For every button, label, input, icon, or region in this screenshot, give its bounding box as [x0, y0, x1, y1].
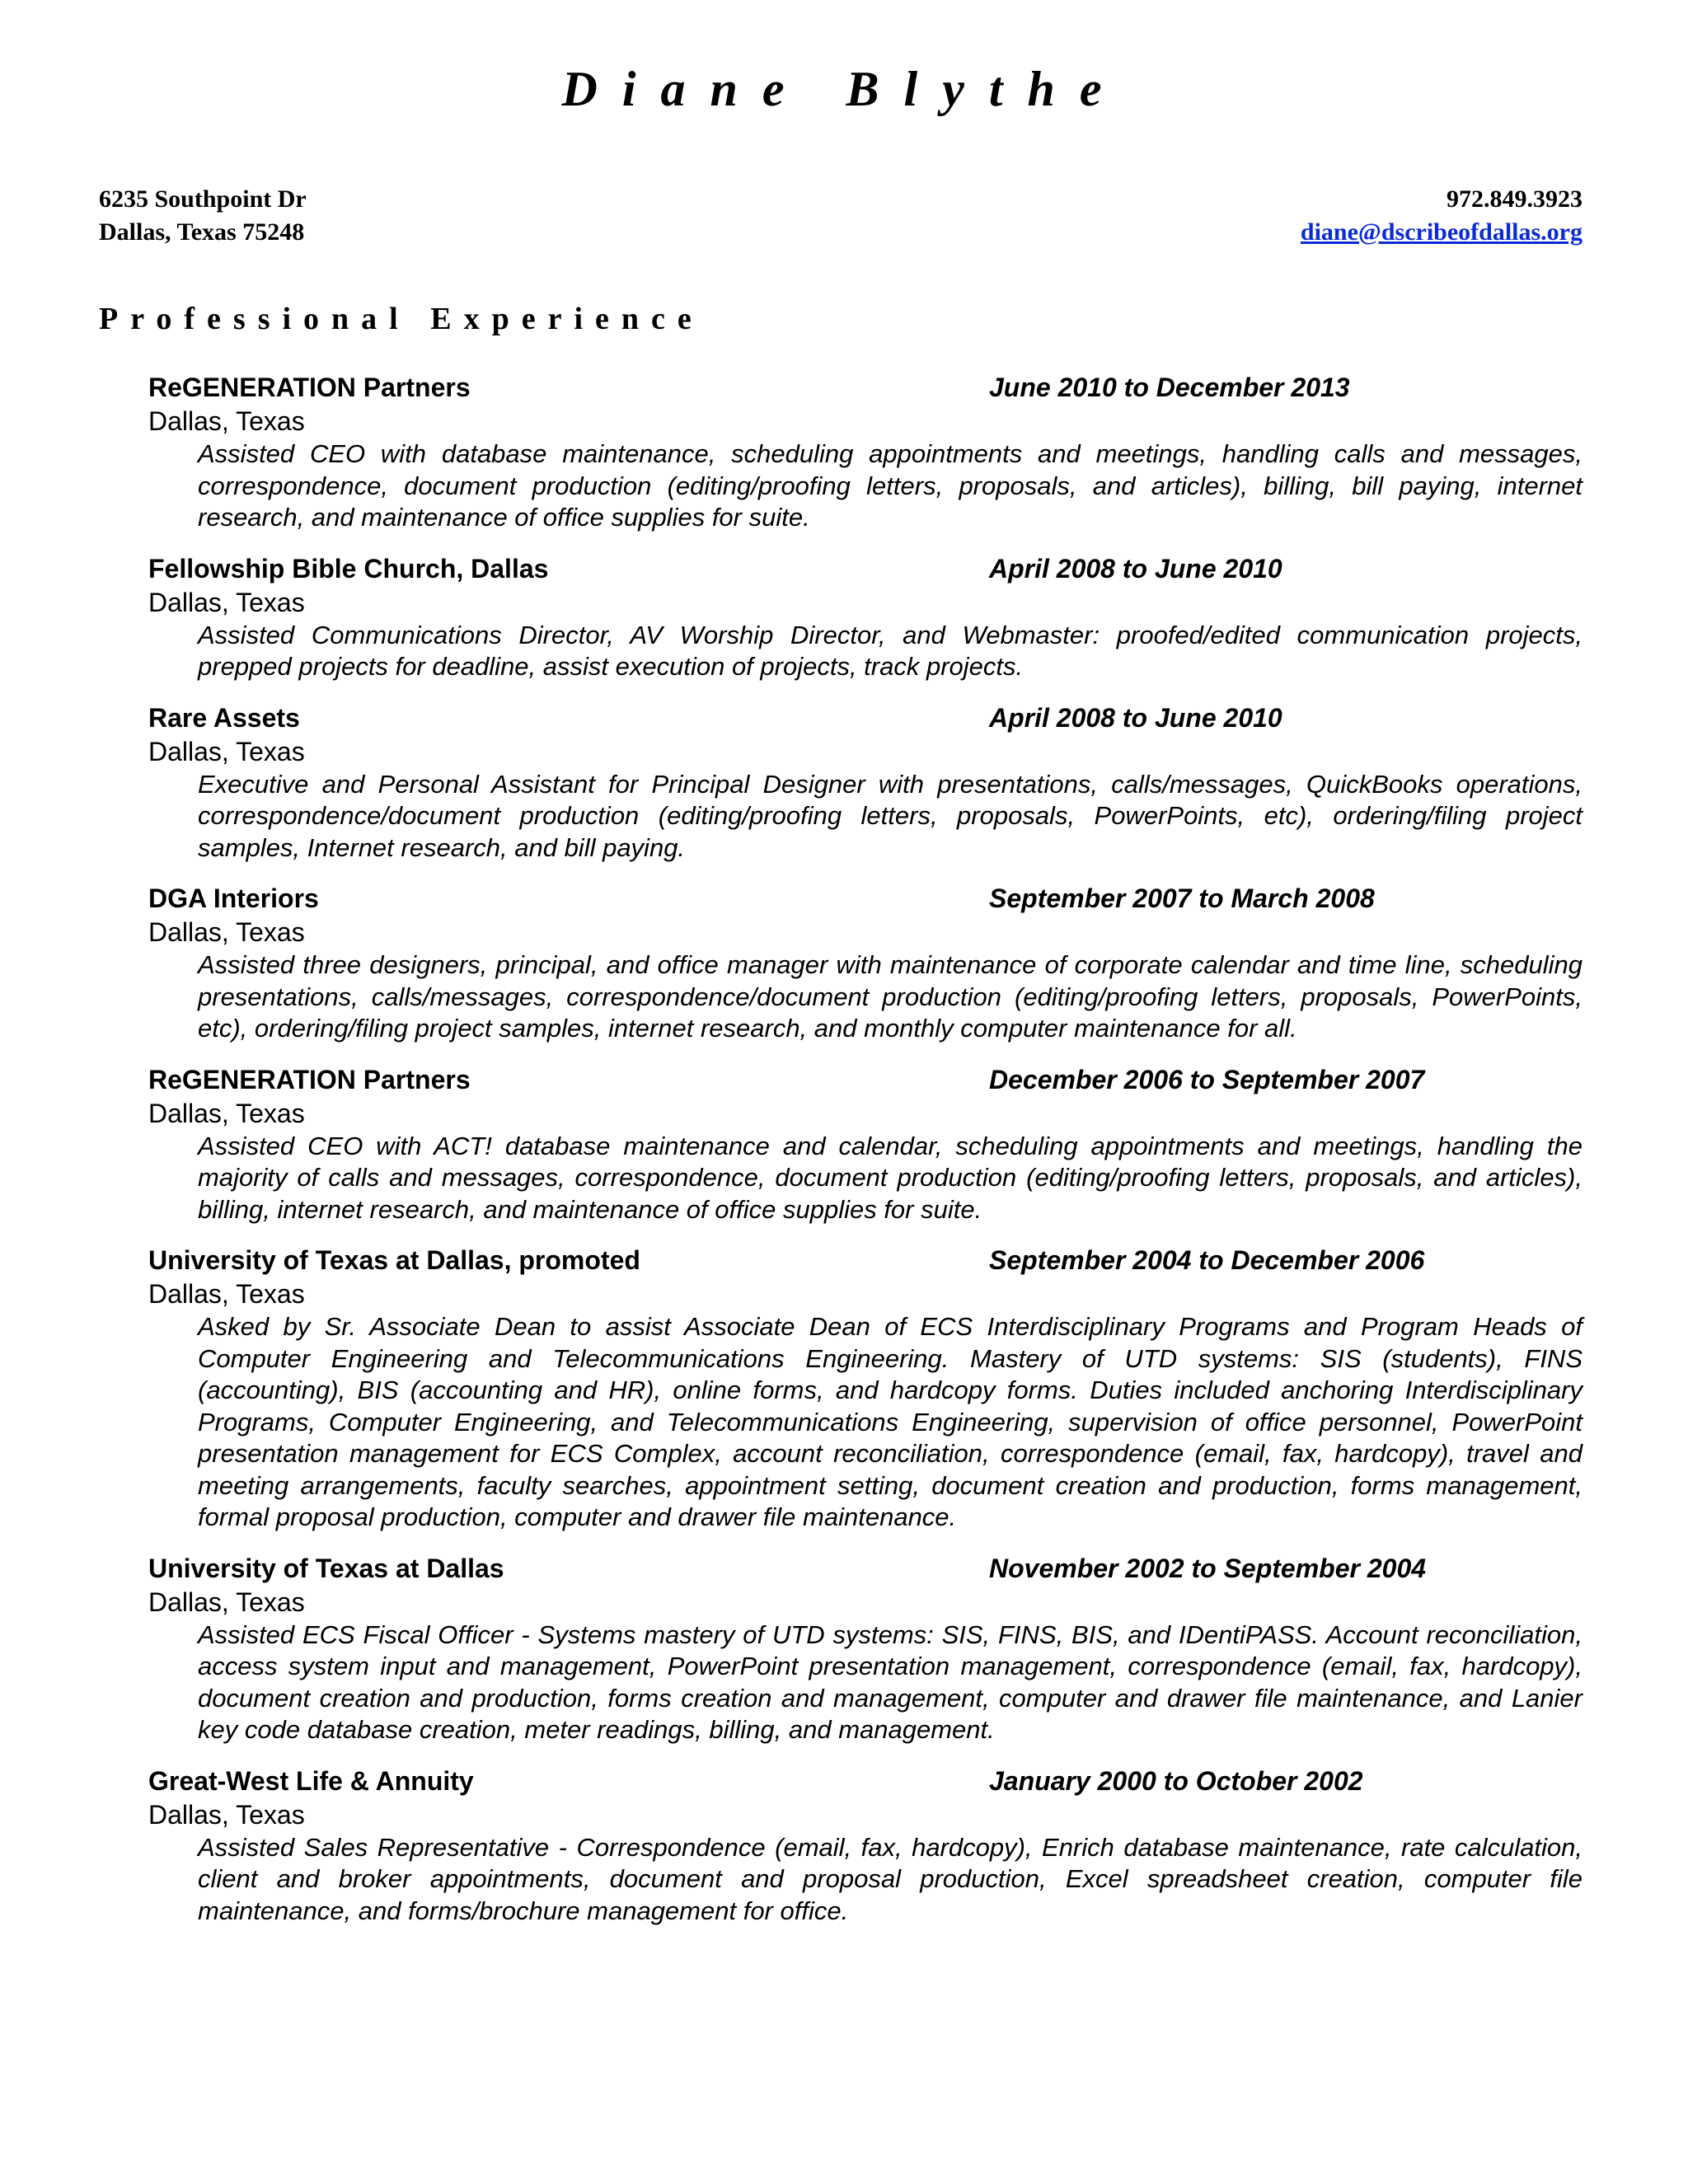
job-entry: [148, 371, 1582, 534]
job-entry: [148, 882, 1582, 1045]
address-block: [99, 183, 307, 249]
employment-dates: January 2000 to October 2002: [989, 1765, 1363, 1796]
employer-name: ReGENERATION Partners: [148, 1064, 471, 1094]
job-location: Dallas, Texas: [148, 406, 305, 436]
job-description: Asked by Sr. Associate Dean to assist Associate Dean of ECS Interdisciplinary Programs and Program Heads of Computer Engineering and Telecommunications Engineering. Mastery of UTD systems: SIS (students), FINS (accounting), BIS (accounting and HR), online forms, and hardcopy forms. Duties included anchoring Interdisciplinary Programs, Computer Engineering, and Telecommunications Engineering, supervision of office personnel, PowerPoint presentation management for ECS Complex, account reconciliation, correspondence (email, fax, hardcopy), travel and meeting arrangements, faculty searches, appointment setting, document creation and production, forms management, formal proposal production, computer and drawer file maintenance.: [198, 1312, 1582, 1531]
employment-dates: April 2008 to June 2010: [989, 553, 1282, 583]
job-description: Assisted CEO with database maintenance, scheduling appointments and meetings, handling calls and messages, correspondence, document production (editing/proofing letters, proposals, and articles), billing, bill paying, internet research, and maintenance of office supplies for suite.: [198, 439, 1582, 532]
address-line-2: Dallas, Texas 75248: [99, 218, 305, 246]
email-link[interactable]: diane@dscribeofdallas.org: [1300, 218, 1582, 246]
job-location: Dallas, Texas: [148, 1799, 305, 1830]
job-description: Assisted three designers, principal, and office manager with maintenance of corporate calendar and time line, scheduling presentations, calls/messages, correspondence/document production (editing/proofing letters, proposals, PowerPoints, etc), ordering/filing project samples, internet research, and monthly computer maintenance for all.: [198, 950, 1582, 1043]
job-entry: [148, 1765, 1582, 1928]
employer-name: University of Texas at Dallas: [148, 1553, 504, 1583]
section-title-professional-experience: Professional Experience: [99, 302, 704, 336]
job-description: Assisted ECS Fiscal Officer - Systems mastery of UTD systems: SIS, FINS, BIS, and IDentiPASS. Account reconciliation, access system input and management, PowerPoint presentation management, correspondence (email, fax, hardcopy), document creation and production, forms creation and management, computer and drawer file maintenance, and Lanier key code database creation, meter readings, billing, and management.: [198, 1619, 1582, 1744]
job-location: Dallas, Texas: [148, 1586, 305, 1617]
job-entry: [148, 552, 1582, 683]
job-description: Executive and Personal Assistant for Principal Designer with presentations, calls/messages, QuickBooks operations, correspondence/document production (editing/proofing letters, proposals, PowerPoints, etc), ordering/filing project samples, Internet research, and bill paying.: [198, 769, 1582, 862]
job-header: [148, 1552, 1582, 1585]
employer-name: ReGENERATION Partners: [148, 373, 471, 402]
job-header: [148, 882, 1582, 915]
employer-name: Rare Assets: [148, 702, 300, 733]
employment-dates: December 2006 to September 2007: [989, 1064, 1425, 1094]
employment-dates: September 2007 to March 2008: [989, 883, 1375, 913]
job-header: [148, 371, 1582, 404]
employment-dates: November 2002 to September 2004: [989, 1553, 1427, 1583]
employment-dates: June 2010 to December 2013: [989, 373, 1350, 402]
employer-name: DGA Interiors: [148, 883, 319, 913]
address-line-1: 6235 Southpoint Dr: [99, 185, 307, 213]
job-header: [148, 701, 1582, 734]
job-description: Assisted Communications Director, AV Worship Director, and Webmaster: proofed/edited communication projects, prepped projects for deadline, assist execution of projects, track projects.: [198, 620, 1582, 681]
job-header: [148, 1765, 1582, 1797]
job-header: [148, 1244, 1582, 1277]
job-location: Dallas, Texas: [148, 917, 305, 947]
candidate-name: Diane Blythe: [561, 62, 1127, 116]
experience-list: [148, 371, 1582, 1945]
employment-dates: April 2008 to June 2010: [989, 702, 1282, 733]
job-location: Dallas, Texas: [148, 1279, 305, 1309]
job-entry: [148, 1552, 1582, 1746]
job-location: Dallas, Texas: [148, 587, 305, 617]
phone-number: 972.849.3923: [1447, 185, 1582, 213]
job-entry: [148, 1244, 1582, 1534]
employment-dates: September 2004 to December 2006: [989, 1245, 1425, 1275]
employer-name: University of Texas at Dallas, promoted: [148, 1245, 640, 1275]
phone-email-block: [1301, 183, 1582, 249]
job-description: Assisted Sales Representative - Correspondence (email, fax, hardcopy), Enrich database maintenance, rate calculation, client and broker appointments, document and proposal production, Excel spreadsheet creation, computer file maintenance, and forms/brochure management for office.: [198, 1832, 1582, 1925]
job-location: Dallas, Texas: [148, 736, 305, 766]
job-entry: [148, 701, 1582, 865]
job-header: [148, 552, 1582, 585]
job-header: [148, 1063, 1582, 1096]
employer-name: Great-West Life & Annuity: [148, 1765, 474, 1796]
job-entry: [148, 1063, 1582, 1226]
employer-name: Fellowship Bible Church, Dallas: [148, 553, 549, 583]
job-description: Assisted CEO with ACT! database maintenance and calendar, scheduling appointments and meetings, handling the majority of calls and messages, correspondence, document production (editing/proofing letters, proposals, and articles), billing, internet research, and maintenance of office supplies for suite.: [198, 1131, 1582, 1224]
job-location: Dallas, Texas: [148, 1098, 305, 1128]
